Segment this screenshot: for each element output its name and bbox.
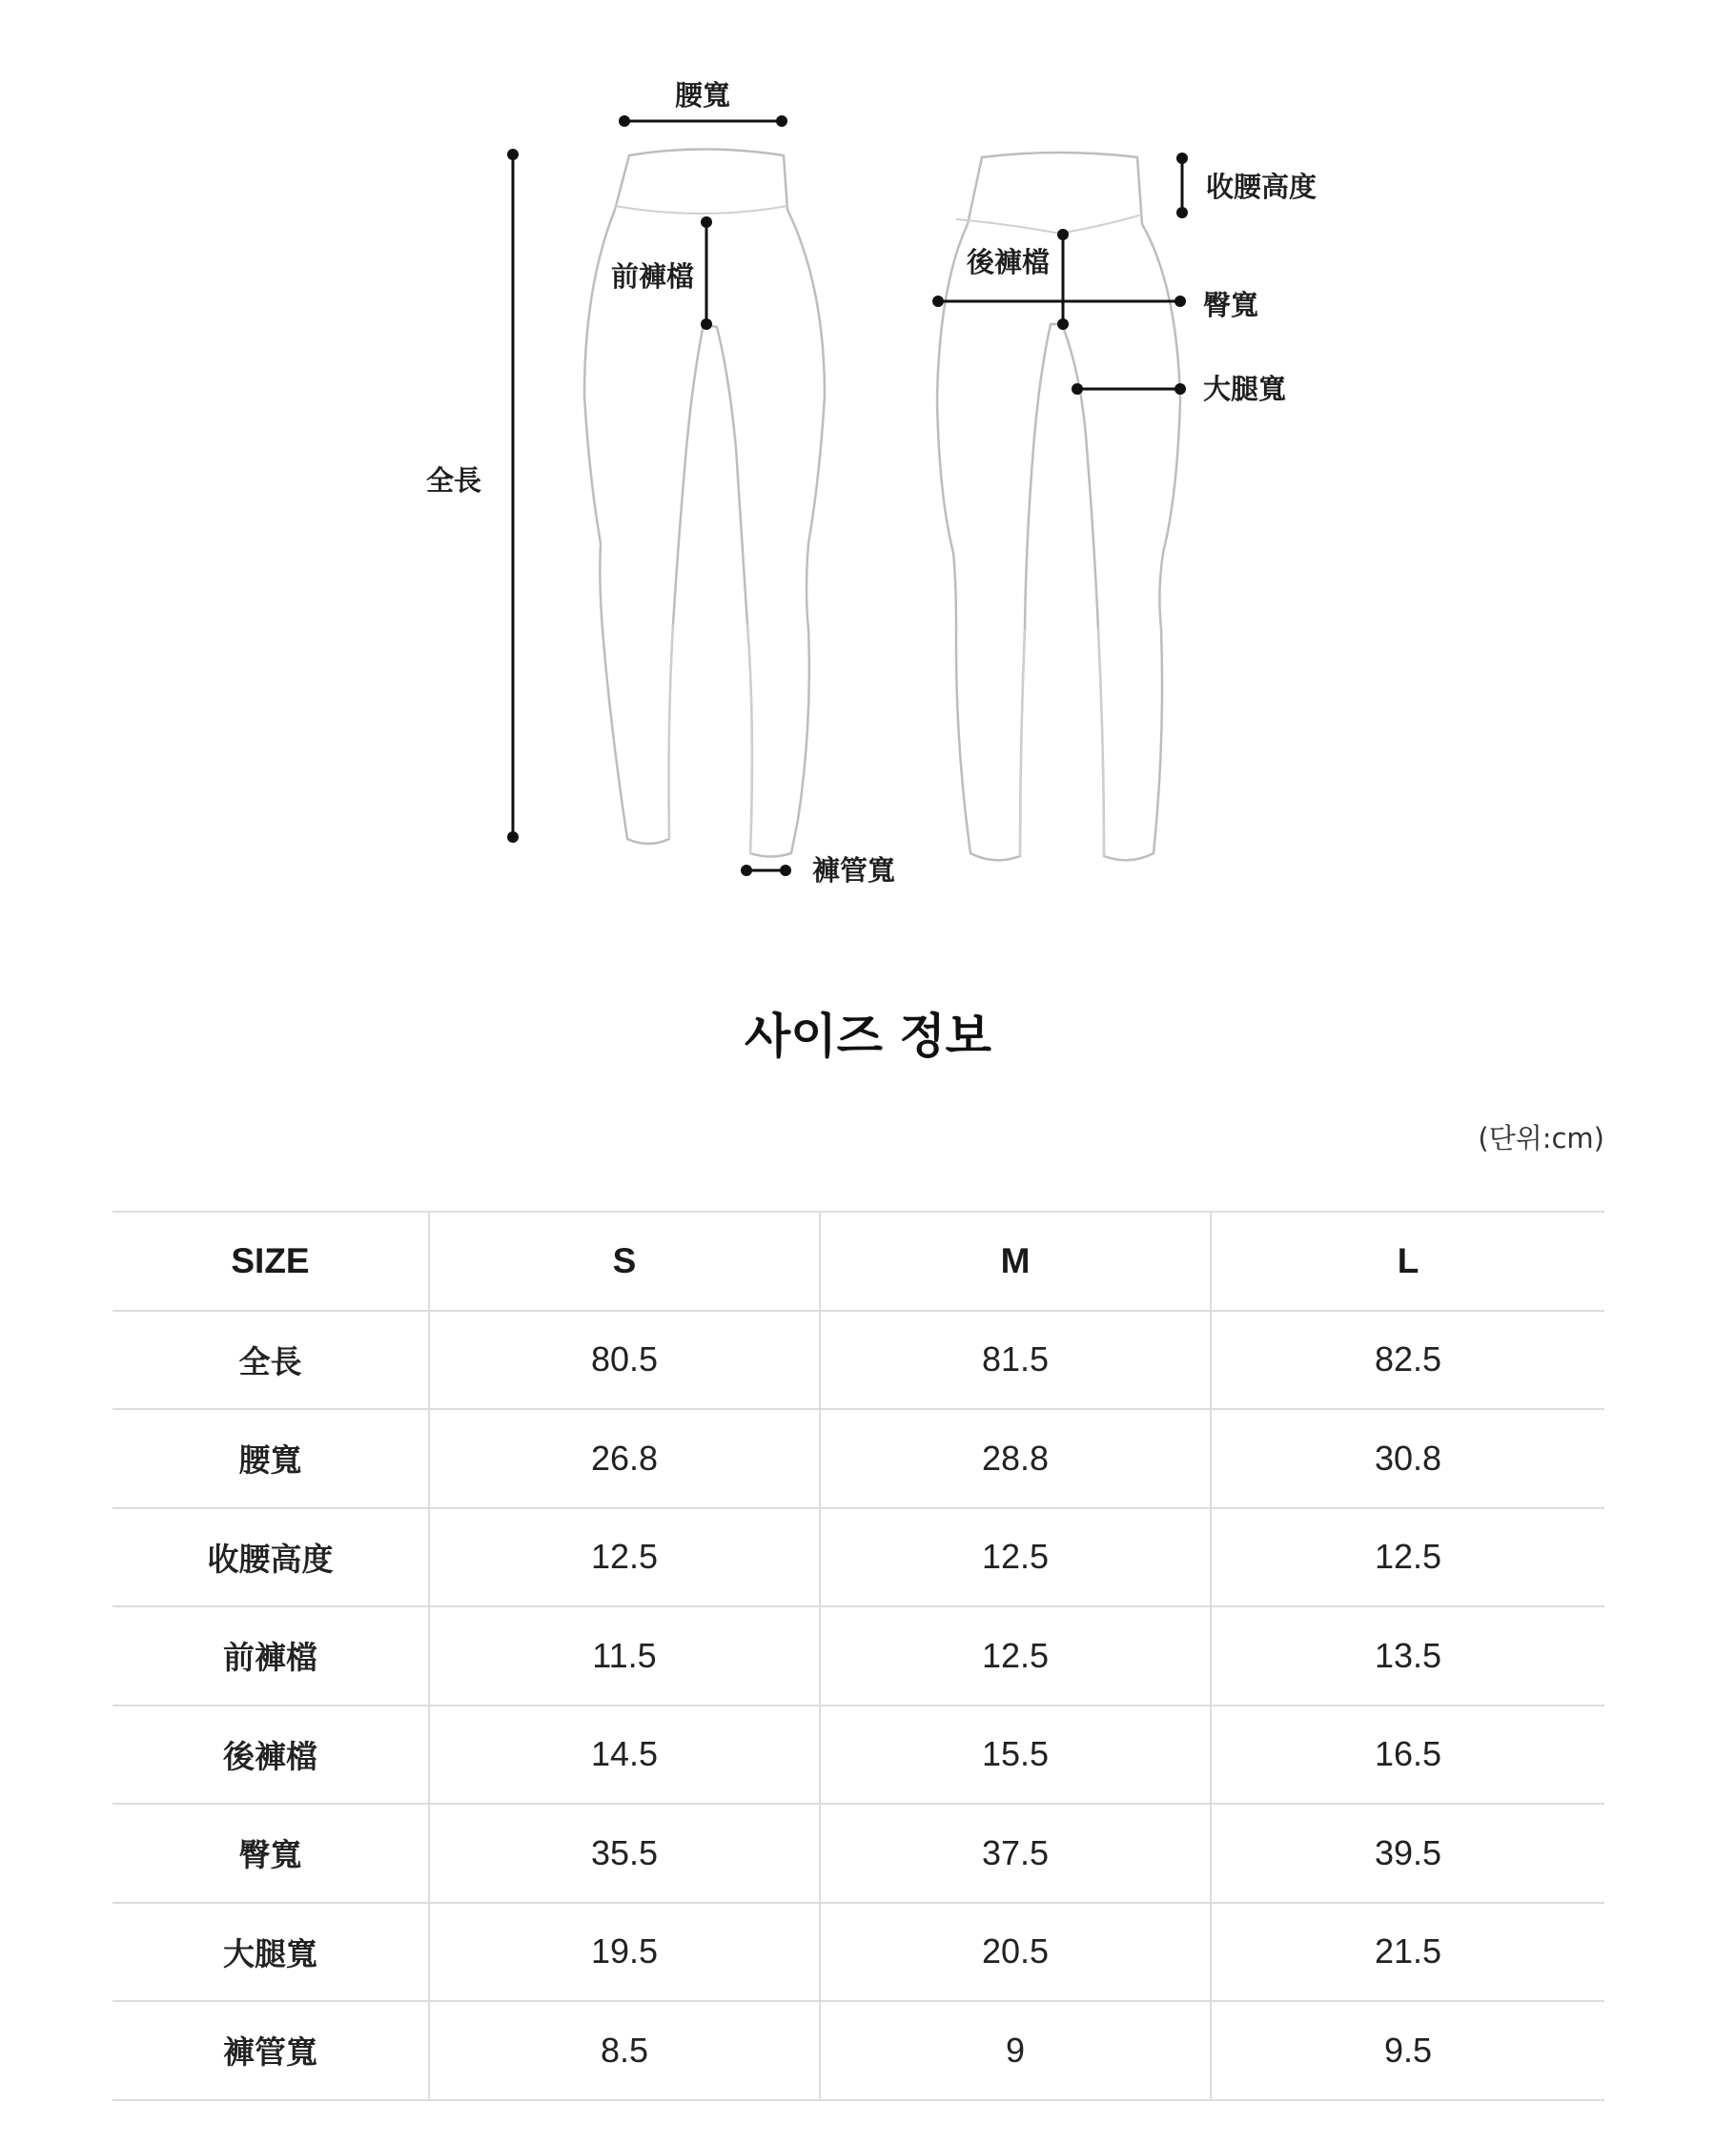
cell-value: 26.8 [429, 1409, 820, 1508]
header-s: S [429, 1212, 820, 1311]
table-row [112, 2001, 1604, 2100]
cell-value: 14.5 [429, 1706, 820, 1805]
table-row [112, 1804, 1604, 1903]
waist-width-label: 腰寬 [674, 79, 731, 112]
thigh-width-label: 大腿寬 [1203, 373, 1287, 405]
table-row [112, 1706, 1604, 1805]
cell-value: 21.5 [1211, 1903, 1604, 2002]
cell-value: 39.5 [1211, 1804, 1604, 1903]
table-row [112, 1508, 1604, 1607]
cell-value: 35.5 [429, 1804, 820, 1903]
cell-value: 12.5 [1211, 1508, 1604, 1607]
front-leggings-illustration [584, 150, 825, 857]
table-row [112, 1409, 1604, 1508]
hip-width-label: 臀寬 [1203, 289, 1259, 321]
size-table [112, 1211, 1604, 2101]
cell-value: 12.5 [820, 1508, 1211, 1607]
table-row [112, 1606, 1604, 1706]
table-row [112, 1903, 1604, 2002]
cell-value: 12.5 [820, 1606, 1211, 1706]
hem-width-measure [741, 854, 895, 887]
header-l: L [1211, 1212, 1604, 1311]
table-header-row [112, 1212, 1604, 1311]
cell-value: 8.5 [429, 2001, 820, 2100]
front-rise-label: 前褲檔 [610, 260, 694, 293]
row-label: 腰寬 [112, 1409, 429, 1508]
header-m: M [820, 1212, 1211, 1311]
row-label: 褲管寬 [112, 2001, 429, 2100]
cell-value: 13.5 [1211, 1606, 1604, 1706]
back-rise-label: 後褲檔 [966, 246, 1050, 278]
cell-value: 28.8 [820, 1409, 1211, 1508]
cell-value: 37.5 [820, 1804, 1211, 1903]
cell-value: 9 [820, 2001, 1211, 2100]
cell-value: 82.5 [1211, 1311, 1604, 1410]
unit-note: (단위:cm) [1478, 1122, 1604, 1154]
total-length-label: 全長 [425, 464, 481, 497]
cell-value: 19.5 [429, 1903, 820, 2002]
total-length-measure [426, 149, 519, 843]
waistband-height-measure [1176, 153, 1317, 218]
waistband-height-label: 收腰高度 [1206, 171, 1317, 203]
cell-value: 20.5 [820, 1903, 1211, 2002]
size-diagram [0, 0, 1736, 953]
cell-value: 81.5 [820, 1311, 1211, 1410]
hem-width-label: 褲管寬 [812, 854, 896, 887]
cell-value: 30.8 [1211, 1409, 1604, 1508]
waist-width-measure [619, 79, 787, 127]
row-label: 後褲檔 [112, 1706, 429, 1805]
table-row [112, 1311, 1604, 1410]
cell-value: 16.5 [1211, 1706, 1604, 1805]
row-label: 臀寬 [112, 1804, 429, 1903]
row-label: 前褲檔 [112, 1606, 429, 1706]
cell-value: 11.5 [429, 1606, 820, 1706]
cell-value: 12.5 [429, 1508, 820, 1607]
cell-value: 80.5 [429, 1311, 820, 1410]
cell-value: 9.5 [1211, 2001, 1604, 2100]
row-label: 大腿寬 [112, 1903, 429, 2002]
size-info-title: 사이즈 정보 [745, 1009, 991, 1064]
row-label: 全長 [112, 1311, 429, 1410]
row-label: 收腰高度 [112, 1508, 429, 1607]
header-size: SIZE [112, 1212, 429, 1311]
cell-value: 15.5 [820, 1706, 1211, 1805]
